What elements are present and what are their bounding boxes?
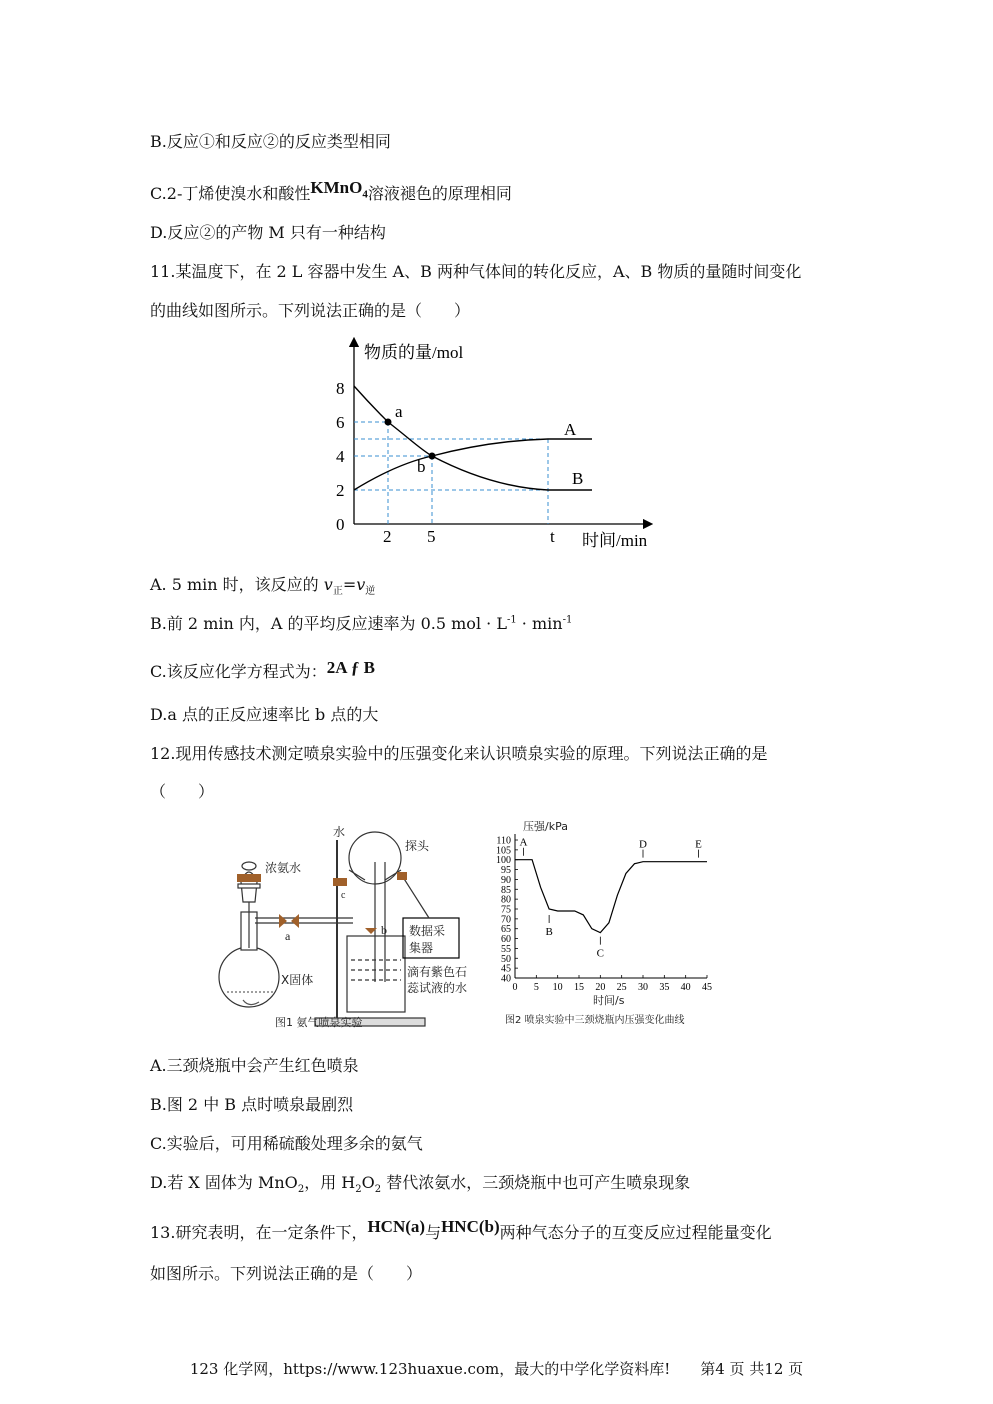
clamp-c-icon: [333, 878, 347, 886]
chart2-x-tick-label: 5: [533, 982, 539, 993]
chart2-point-label: B: [545, 925, 553, 938]
label-valve-b: b: [381, 923, 387, 937]
q10-option-c-tail: 溶液褪色的原理相同: [367, 184, 512, 203]
label-collector-2: 集器: [409, 941, 434, 955]
chart2-x-tick-label: 0: [512, 982, 518, 993]
q12-stem-line1: 12.现用传感技术测定喷泉实验中的压强变化来认识喷泉实验的原理。下列说法正确的是: [150, 744, 768, 763]
chart2-pressure-line: [515, 860, 707, 933]
chart2-point-label: E: [695, 838, 702, 851]
fig1-caption: 图1 氨气喷泉实验: [275, 1016, 363, 1029]
q11-stem-line1: 11.某温度下，在 2 L 容器中发生 A、B 两种气体间的转化反应，A、B 物质的量随时间变化: [150, 262, 802, 281]
q12-stem-line2: （ ）: [150, 782, 215, 801]
curve-a: [354, 439, 592, 490]
q11-option-a: A. 5 min 时，该反应的 $v_正=v_逆$: [150, 575, 376, 598]
q12-option-a: A.三颈烧瓶中会产生红色喷泉: [150, 1056, 359, 1075]
label-valve-c: c: [341, 890, 346, 901]
point-b: [429, 453, 436, 460]
guide-lines: [354, 422, 548, 524]
q11-option-b: B.前 2 min 内，A 的平均反应速率为 0.5 mol · $L^{-1} \cdot \min^{-1}$: [150, 614, 573, 633]
q13-stem-line1: 13.研究表明，在一定条件下，HCN(a)与HNC(b)两种气态分子的互变反应过程能量变化: [150, 1217, 772, 1242]
chart2-y-tick-label: 85: [501, 884, 511, 896]
point-a: [385, 419, 392, 426]
q10-option-b: B.反应①和反应②的反应类型相同: [150, 132, 391, 151]
chart2-x-tick-label: 15: [574, 982, 584, 993]
chart2-point-label: A: [519, 836, 528, 849]
x-tick-2: 2: [383, 527, 392, 546]
chart2-y-tick-label: 50: [501, 953, 511, 965]
ammonia-fountain-apparatus: [215, 822, 480, 1034]
page-footer: 123 化学网，https://www.123huaxue.com，最大的中学化学资料库! 第4 页 共12 页: [189, 1360, 804, 1378]
chart2-y-tick-label: 40: [501, 973, 511, 985]
label-collector-1: 数据采: [409, 924, 446, 938]
chart2-point-label: D: [639, 838, 647, 851]
hcn-formula: HCN(a): [367, 1217, 426, 1236]
q10-option-c-text: C.2-丁烯使溴水和酸性: [150, 184, 311, 203]
q12-option-d: D.若 X 固体为 MnO$_2$，用 $H_2O_2$ 替代浓氨水，三颈烧瓶中也可产生喷泉现象: [150, 1173, 691, 1196]
label-probe: 探头: [405, 839, 430, 853]
beaker: [347, 936, 405, 1012]
round-flask: [219, 947, 279, 1007]
chart2-ylabel: 压强/kPa: [523, 820, 568, 833]
chart2-point-label: C: [596, 947, 605, 960]
q12-option-b: B.图 2 中 B 点时喷泉最剧烈: [150, 1095, 354, 1114]
chart2-y-tick-label: 45: [501, 963, 511, 975]
y-tick-2: 2: [336, 481, 345, 500]
x-tick-5: 5: [427, 527, 436, 546]
q11-option-d: D.a 点的正反应速率比 b 点的大: [150, 705, 379, 724]
chart2-x-tick-label: 40: [680, 982, 691, 993]
chart2-y-tick-label: 80: [501, 894, 511, 906]
y-tick-4: 4: [336, 447, 345, 466]
q10-option-c: [150, 178, 512, 206]
q11-amount-time-graph: [320, 336, 670, 554]
x-axis-label: 时间/min: [582, 531, 648, 550]
chart2-y-tick-label: 95: [501, 865, 511, 877]
fig2-caption: 图2 喷泉实验中三颈烧瓶内压强变化曲线: [505, 1015, 685, 1026]
q11-option-c: C.该反应化学方程式为：2A ƒ B: [150, 658, 375, 681]
chart2-x-tick-label: 10: [552, 982, 563, 993]
hnc-formula: HNC(b): [441, 1217, 500, 1236]
pressure-curve-chart: [485, 818, 725, 1030]
q11-stem-line2: 的曲线如图所示。下列说法正确的是（ ）: [150, 301, 471, 320]
chart2-y-tick-label: 75: [501, 904, 511, 916]
q10-option-d: D.反应②的产物 M 只有一种结构: [150, 223, 386, 242]
chart2-y-tick-label: 60: [501, 934, 511, 946]
label-litmus-2: 蕊试液的水: [407, 981, 468, 995]
chart2-y-tick-label: 90: [501, 874, 511, 886]
kmno4-formula: KMnO$_4$: [310, 178, 368, 201]
label-valve-a: a: [285, 929, 291, 943]
q12-option-c: C.实验后，可用稀硫酸处理多余的氨气: [150, 1134, 423, 1153]
chart2-x-tick-label: 20: [595, 982, 606, 993]
chart2-y-tick-label: 105: [496, 845, 511, 857]
chart2-xlabel: 时间/s: [593, 994, 625, 1007]
chart2-y-tick-label: 100: [496, 855, 511, 867]
q13-stem-line2: 如图所示。下列说法正确的是（ ）: [150, 1264, 423, 1283]
valve-a-icon: [279, 914, 299, 928]
x-tick-t: t: [550, 527, 555, 546]
label-b: b: [417, 457, 426, 476]
probe-stopper-icon: [397, 872, 407, 880]
y-tick-6: 6: [336, 413, 345, 432]
chart2-y-tick-label: 55: [501, 943, 511, 955]
chart2-y-tick-label: 70: [501, 914, 511, 926]
funnel-stopcock-icon: [237, 874, 261, 882]
curve-b: [354, 386, 592, 490]
label-a: a: [395, 402, 403, 421]
chart2-y-tick-label: 110: [496, 835, 511, 847]
y-tick-8: 8: [336, 379, 345, 398]
label-series-a: A: [564, 420, 577, 439]
label-litmus-1: 滴有紫色石: [407, 965, 468, 979]
label-series-b: B: [572, 469, 584, 488]
chart2-x-tick-label: 45: [702, 982, 712, 993]
chart2-x-tick-label: 25: [616, 982, 627, 993]
label-ammonia: 浓氨水: [265, 861, 302, 875]
chart2-x-tick-label: 35: [659, 982, 670, 993]
chart2-x-tick-label: 30: [638, 982, 648, 993]
equation-2a-b: 2A ƒ B: [326, 658, 375, 677]
y-tick-0: 0: [336, 515, 345, 534]
label-water: 水: [333, 825, 346, 839]
label-x-solid: X固体: [281, 973, 314, 987]
y-axis-label: 物质的量/mol: [364, 343, 464, 362]
chart2-y-tick-label: 65: [501, 924, 511, 936]
